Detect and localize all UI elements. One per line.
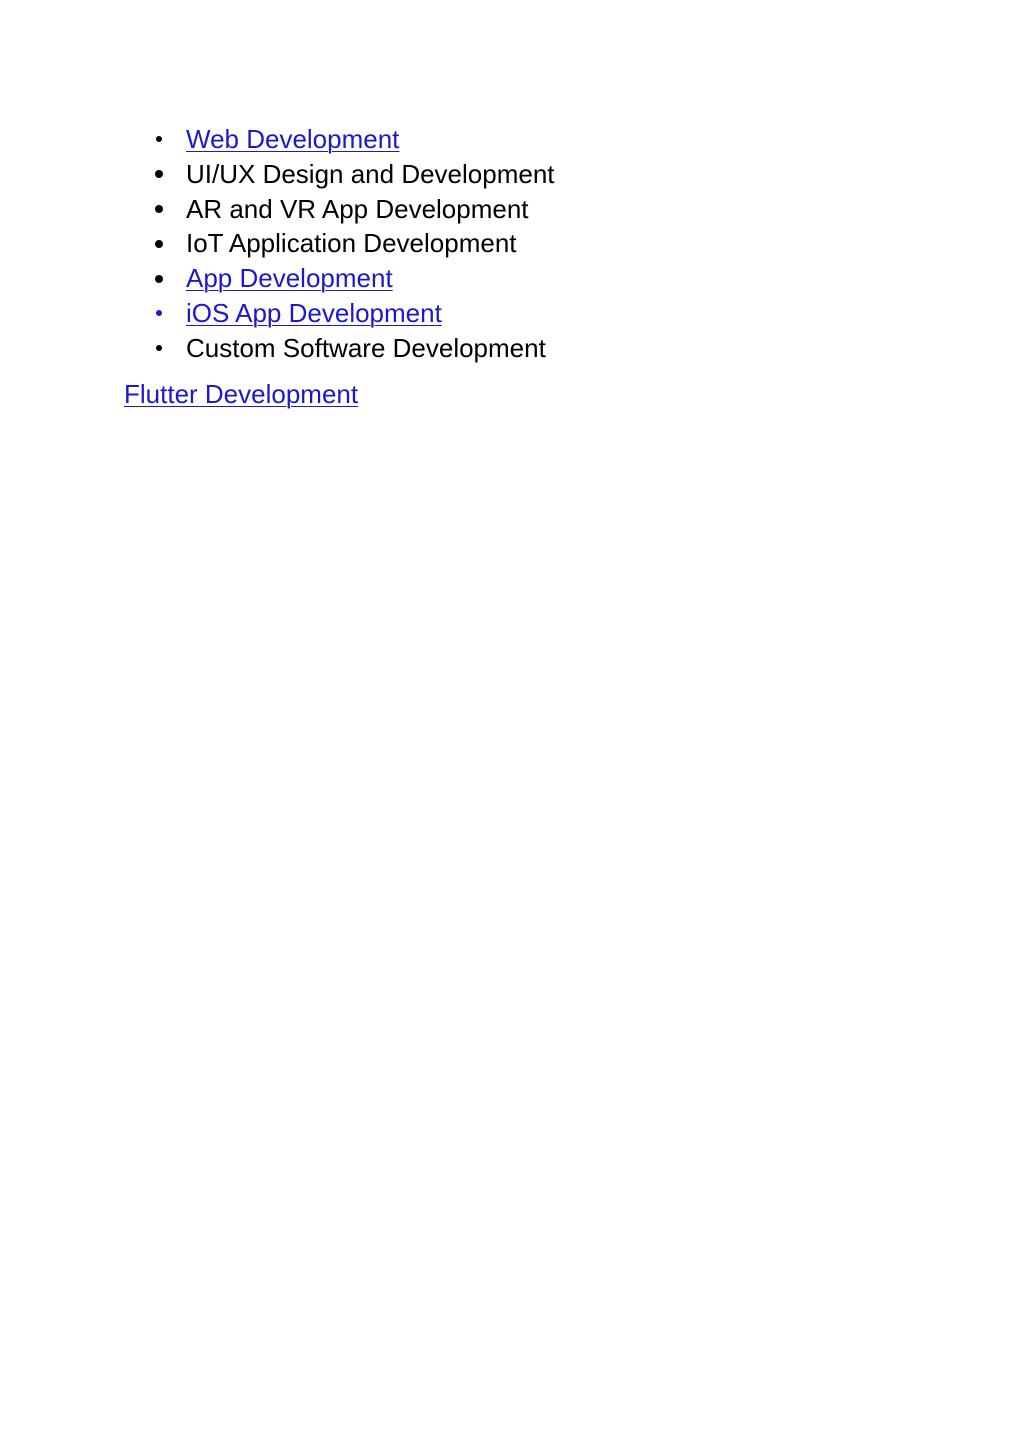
- services-list: [140, 122, 740, 366]
- list-item-ui-ux-design: [140, 157, 740, 192]
- list-item-label: Custom Software Development: [186, 332, 546, 363]
- ios-app-development-link[interactable]: iOS App Development: [186, 297, 442, 328]
- list-item-label: IoT Application Development: [186, 228, 517, 259]
- bullet-icon: [155, 275, 163, 283]
- list-item-ar-vr-app: [140, 192, 740, 227]
- bullet-icon: [156, 310, 162, 316]
- list-item-web-development: [140, 122, 740, 157]
- list-item-iot-application: [140, 226, 740, 261]
- bullet-icon: [156, 136, 162, 142]
- bullet-icon: [155, 240, 163, 248]
- bullet-icon: [156, 345, 162, 351]
- flutter-development-link[interactable]: Flutter Development: [124, 379, 359, 409]
- app-development-link[interactable]: App Development: [186, 263, 393, 294]
- web-development-link[interactable]: Web Development: [186, 124, 400, 154]
- bullet-icon: [155, 170, 163, 178]
- list-item-label: AR and VR App Development: [186, 193, 529, 224]
- list-item-label: UI/UX Design and Development: [186, 158, 555, 189]
- list-item-ios-app-development: [140, 296, 740, 331]
- list-item-custom-software: [140, 331, 740, 366]
- bullet-icon: [155, 205, 163, 213]
- list-item-app-development: [140, 261, 740, 296]
